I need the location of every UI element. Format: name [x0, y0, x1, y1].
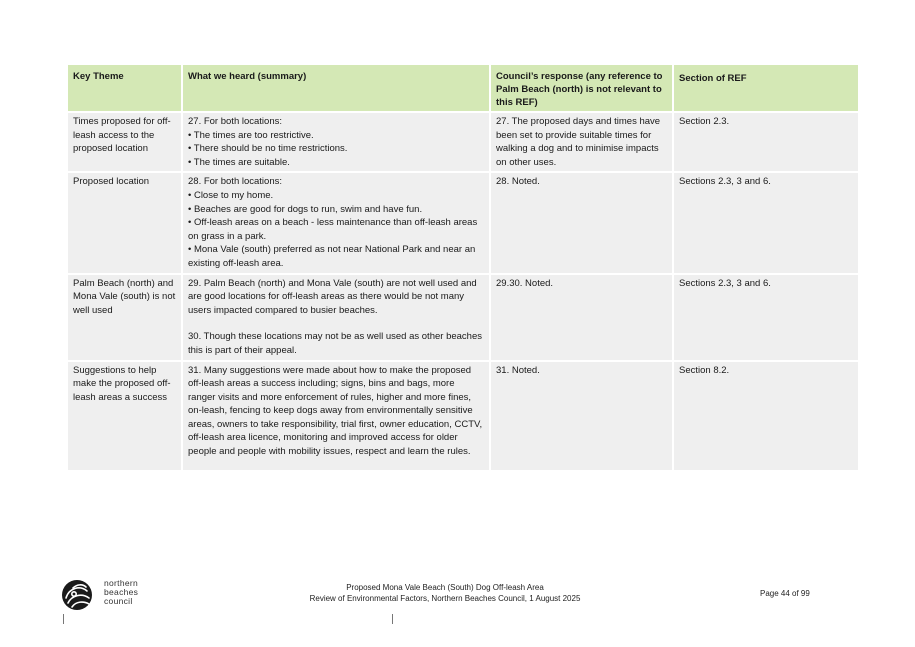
- heard-line: • The times are suitable.: [188, 156, 290, 168]
- header-council-response: Council’s response (any reference to Palm Beach (north) is not relevant to this REF): [491, 65, 672, 111]
- heard-line: • Beaches are good for dogs to run, swim and have fun.: [188, 203, 423, 215]
- cell-council-response: 27. The proposed days and times have been set to provide suitable times for walking a dog and to minimise impacts on other uses.: [491, 113, 672, 171]
- cell-section-of-ref: Section 8.2.: [674, 362, 858, 470]
- cell-key-theme: Times proposed for off-leash access to the proposed location: [68, 113, 181, 171]
- heard-line: • There should be no time restrictions.: [188, 143, 348, 155]
- cell-what-we-heard: [183, 362, 489, 470]
- heard-line: 31. Many suggestions were made about how to make the proposed off-leash areas a success including; signs, bins and bags, more ranger visits and more enforcement of rules, higher and more fines, on-leash, fencing to keep dogs away from environmentally sensitive areas, owners to take responsibility, trial first, owner education, CCTV, off-leash area licence, monitoring and improved access for older people and people with mobility issues, respect and learn the rules.: [188, 364, 483, 458]
- heard-line: 27. For both locations:: [188, 116, 282, 127]
- footer-divider: [392, 614, 393, 624]
- ref-table: [66, 63, 860, 472]
- cell-what-we-heard: [183, 113, 489, 171]
- table-row: [68, 173, 858, 272]
- logo-line: beaches: [104, 587, 139, 597]
- heard-line: • Mona Vale (south) preferred as not near National Park and near an existing off-leash area.: [188, 244, 476, 269]
- cell-section-of-ref: Sections 2.3, 3 and 6.: [674, 275, 858, 360]
- cell-what-we-heard: [183, 275, 489, 360]
- heard-line: • Close to my home.: [188, 189, 274, 201]
- paragraph-gap: [188, 317, 484, 330]
- heard-line: 28. For both locations:: [188, 176, 282, 188]
- cell-section-of-ref: Section 2.3.: [674, 113, 858, 171]
- heard-line: 29. Palm Beach (north) and Mona Vale (south) are not well used and are good locations for off-leash areas as there would be not many users impacted compared to busier beaches.: [188, 277, 477, 316]
- cell-key-theme: Suggestions to help make the proposed off-leash areas a success: [68, 362, 181, 470]
- footer-title-line2: Review of Environmental Factors, Northern Beaches Council, 1 August 2025: [309, 594, 581, 603]
- cell-council-response: 28. Noted.: [491, 173, 672, 272]
- table-row: [68, 362, 858, 470]
- cell-key-theme: Proposed location: [68, 173, 181, 272]
- cell-key-theme: Palm Beach (north) and Mona Vale (south) is not well used: [68, 275, 181, 360]
- heard-line: • Off-leash areas on a beach - less maintenance than off-leash areas on grass in a park.: [188, 217, 478, 242]
- table-row: [68, 113, 858, 171]
- logo-line: council: [104, 596, 133, 606]
- heard-line: 30. Though these locations may not be as well used as other beaches this is part of their appeal.: [188, 331, 482, 356]
- header-key-theme: Key Theme: [68, 65, 181, 111]
- header-section-of-ref: Section of REF: [674, 65, 858, 111]
- logo-wordmark: [104, 579, 138, 606]
- page-number: Page 44 of 99: [760, 589, 810, 598]
- cell-section-of-ref: Sections 2.3, 3 and 6.: [674, 173, 858, 272]
- footer-title-line1: Proposed Mona Vale Beach (South) Dog Off-leash Area: [346, 583, 544, 592]
- cell-council-response: 31. Noted.: [491, 362, 672, 470]
- cell-council-response: 29.30. Noted.: [491, 275, 672, 360]
- heard-line: • The times are too restrictive.: [188, 129, 314, 141]
- table-header-row: [68, 65, 858, 111]
- footer-title: [300, 582, 590, 604]
- table-row: [68, 275, 858, 360]
- header-what-we-heard: What we heard (summary): [183, 65, 489, 111]
- logo-line: northern: [104, 578, 139, 588]
- footer-divider: [63, 614, 64, 624]
- cell-what-we-heard: [183, 173, 489, 272]
